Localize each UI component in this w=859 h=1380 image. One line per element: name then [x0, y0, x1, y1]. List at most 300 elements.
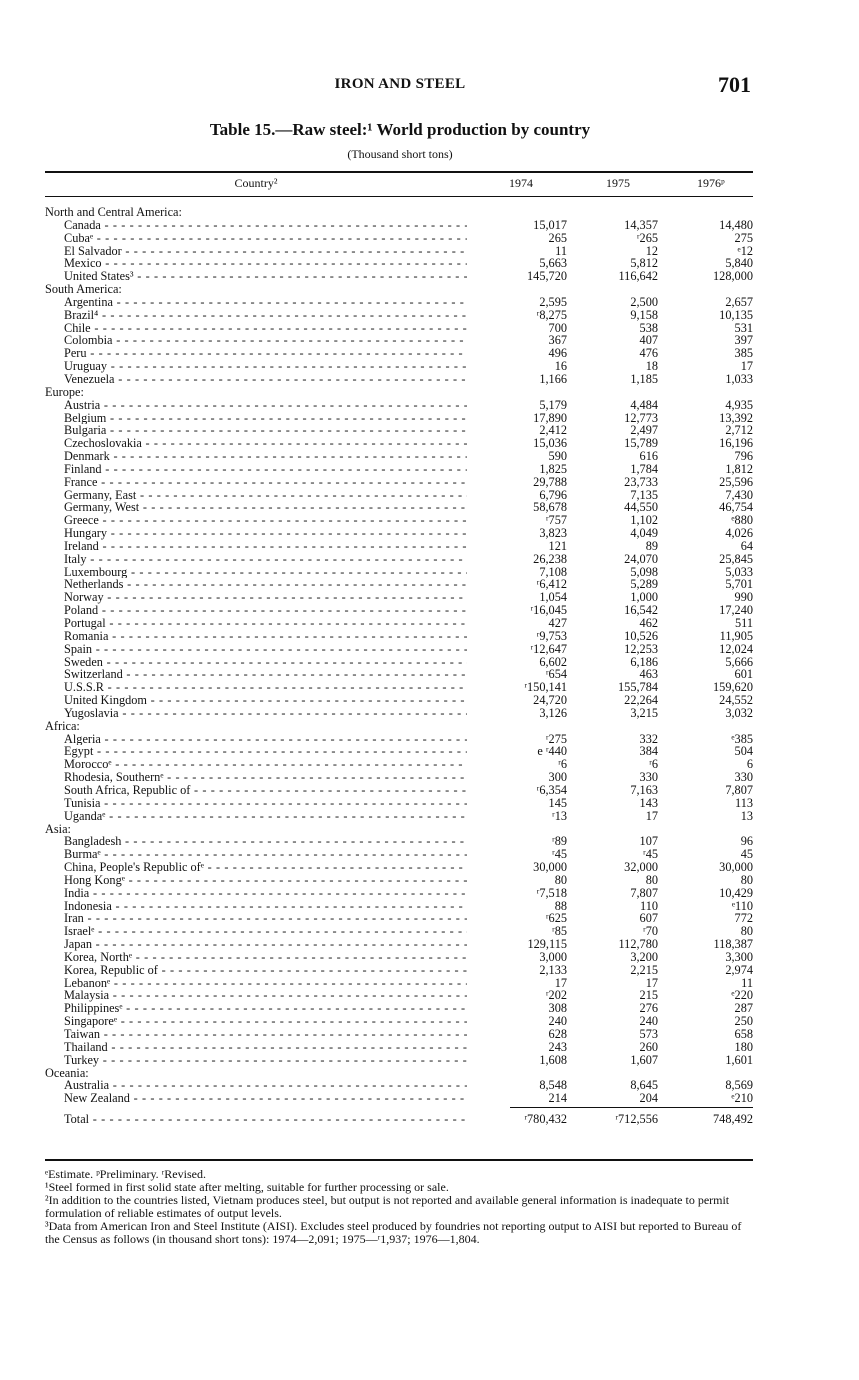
value-cell: 260 [639, 1039, 658, 1054]
country-label: United States³ - - - [64, 270, 467, 283]
country-label: Lebanonᵉ - - - [64, 977, 467, 990]
value-cell: 80 [645, 872, 658, 887]
value-cell: 204 [639, 1091, 658, 1106]
value-cell: 4,935 [725, 397, 753, 412]
value-cell: 110 [640, 898, 658, 913]
value-cell: 250 [734, 1014, 753, 1029]
value-cell: 44,550 [624, 500, 658, 515]
country-label: Rhodesia, Southernᵉ - - - [64, 771, 467, 784]
value-cell: ʳ6,412 [536, 577, 567, 592]
value-cell: 6,186 [630, 654, 658, 669]
country-label: Ireland - - - [64, 540, 467, 553]
total-value-cell: ʳ712,556 [615, 1112, 658, 1127]
value-cell: 15,789 [624, 436, 658, 451]
value-cell: 3,032 [725, 705, 753, 720]
value-cell: 3,300 [725, 949, 753, 964]
value-cell: 511 [735, 616, 753, 630]
value-cell: 7,108 [539, 564, 567, 579]
value-cell: 2,595 [539, 294, 567, 309]
value-cell: ᵉ12 [737, 243, 753, 258]
value-cell: 1,825 [539, 461, 567, 476]
value-cell: ʳ275 [545, 731, 567, 746]
value-cell: ʳ13 [552, 808, 567, 823]
value-cell: 1,102 [630, 513, 658, 528]
value-cell: 504 [734, 744, 753, 759]
value-cell: 17 [645, 975, 658, 990]
country-label: Peru - - - [64, 347, 467, 360]
value-cell: 1,000 [630, 590, 658, 605]
value-cell: 64 [740, 538, 753, 553]
country-label: Indonesia - - - [64, 900, 467, 913]
value-cell: 300 [548, 770, 567, 785]
table-row [45, 643, 753, 656]
value-cell: 5,812 [630, 256, 658, 271]
value-cell: 6 [746, 757, 753, 772]
country-label: Austria - - - [64, 399, 467, 412]
value-cell: 628 [548, 1027, 567, 1041]
table-row [45, 797, 753, 810]
value-cell: 155,784 [618, 680, 658, 695]
country-label: Korea, Republic of - - - [64, 964, 467, 977]
value-cell: 796 [734, 449, 753, 464]
value-cell: 11,905 [719, 628, 753, 643]
value-cell: ʳ265 [636, 230, 658, 245]
value-cell: 1,812 [725, 461, 753, 476]
table-row [45, 450, 753, 463]
value-cell: ʳ202 [545, 988, 567, 1003]
table-row [45, 463, 753, 476]
value-cell: 8,645 [630, 1078, 658, 1093]
value-cell: 330 [639, 770, 658, 785]
region-label: North and Central America: [45, 206, 182, 219]
region-label: Asia: [45, 822, 71, 836]
table-row [45, 784, 753, 797]
value-cell: 496 [548, 346, 567, 361]
footnote-2: ²In addition to the countries listed, Vietnam produces steel, but output is not reported and available general information is inadequate to permit formulation of reliable estimates of output levels. [45, 1193, 730, 1220]
value-cell: ʳ654 [545, 667, 567, 682]
value-cell: 58,678 [533, 500, 567, 515]
country-label: Chile - - - [64, 322, 467, 335]
country-label: France - - - [64, 476, 467, 489]
country-label: Bulgaria - - - [64, 424, 467, 437]
country-label: El Salvador - - - [64, 245, 467, 258]
value-cell: 145,720 [527, 269, 567, 284]
value-cell: 332 [639, 731, 658, 746]
footnote-legend: ᵉEstimate. ᵖPreliminary. ʳRevised. [45, 1167, 206, 1181]
value-cell: 9,158 [630, 307, 658, 322]
value-cell: 14,480 [719, 217, 753, 232]
value-cell: 330 [734, 770, 753, 785]
footnote-3: ³Data from American Iron and Steel Institute (AISI). Excludes steel produced by foundries not reporting output to AISI but reported to Bureau of the Census as follows (in thousand short tons): 1974—2,091; 1975—ʳ1,937; 1976—1,804. [45, 1219, 742, 1246]
value-cell: 10,135 [719, 307, 753, 322]
value-cell: 112,780 [618, 937, 658, 952]
value-cell: e ʳ440 [537, 744, 567, 759]
value-cell: 16,196 [719, 436, 753, 451]
value-cell: ʳ625 [545, 911, 567, 926]
country-label: New Zealand - - - [64, 1092, 467, 1105]
country-label: Luxembourg - - - [64, 566, 467, 579]
table-row [45, 373, 753, 386]
table-row [45, 810, 753, 823]
value-cell: 601 [734, 667, 753, 682]
region-label: Africa: [45, 719, 80, 733]
value-cell: 30,000 [533, 860, 567, 875]
value-cell: 2,712 [725, 423, 753, 438]
value-cell: 143 [639, 795, 658, 810]
value-cell: 46,754 [719, 500, 753, 515]
country-label: Australia - - - [64, 1079, 467, 1092]
table-row [45, 1028, 753, 1041]
value-cell: 12,253 [624, 641, 658, 656]
country-label: Mexico - - - [64, 257, 467, 270]
value-cell: 1,166 [539, 371, 567, 386]
value-cell: 18 [645, 359, 658, 374]
table-row [45, 232, 753, 245]
region-heading-row [45, 206, 753, 219]
country-label: Singaporeᵉ - - - [64, 1015, 467, 1028]
value-cell: ʳ150,141 [524, 680, 567, 695]
value-cell: 96 [740, 834, 753, 849]
total-row [45, 1113, 753, 1126]
table-header-rule [45, 196, 753, 197]
value-cell: 240 [548, 1014, 567, 1029]
region-label: South America: [45, 283, 122, 296]
value-cell: 397 [734, 333, 753, 348]
value-cell: 7,135 [630, 487, 658, 502]
value-cell: 2,133 [539, 962, 567, 977]
value-cell: 17 [740, 359, 753, 374]
value-cell: 5,701 [725, 577, 753, 592]
table-row [45, 1092, 753, 1105]
table-row [45, 874, 753, 887]
country-label: Romania - - - [64, 630, 467, 643]
table-top-rule [45, 171, 753, 173]
country-label: Portugal - - - [64, 617, 467, 630]
table-row [45, 527, 753, 540]
value-cell: 16,542 [624, 603, 658, 618]
table-row [45, 951, 753, 964]
value-cell: 25,845 [719, 551, 753, 566]
table-row [45, 219, 753, 232]
value-cell: 5,840 [725, 256, 753, 271]
value-cell: 24,070 [624, 551, 658, 566]
value-cell: 265 [548, 230, 567, 245]
value-cell: 1,601 [725, 1052, 753, 1067]
value-cell: 367 [548, 333, 567, 348]
value-cell: 23,733 [624, 474, 658, 489]
value-cell: 427 [548, 616, 567, 630]
value-cell: 1,054 [539, 590, 567, 605]
value-cell: 5,033 [725, 564, 753, 579]
value-cell: 12 [645, 243, 658, 258]
country-label: Finland - - - [64, 463, 467, 476]
value-cell: 121 [548, 538, 567, 553]
value-cell: 80 [554, 872, 567, 887]
country-label: Japan - - - [64, 938, 467, 951]
country-label: South Africa, Republic of - - - [64, 784, 467, 797]
value-cell: 276 [639, 1001, 658, 1016]
table-bottom-rule [45, 1159, 753, 1161]
value-cell: 11 [741, 975, 753, 990]
value-cell: 3,200 [630, 949, 658, 964]
table-row [45, 707, 753, 720]
table-row [45, 694, 753, 707]
total-rule [510, 1107, 753, 1108]
region-heading-row [45, 720, 753, 733]
table-row [45, 887, 753, 900]
country-label: Brazil⁴ - - - [64, 309, 467, 322]
value-cell: 6,602 [539, 654, 567, 669]
value-cell: 129,115 [527, 937, 567, 952]
country-label: Sweden - - - [64, 656, 467, 669]
value-cell: 17,240 [719, 603, 753, 618]
value-cell: 240 [639, 1014, 658, 1029]
country-label: Venezuela - - - [64, 373, 467, 386]
value-cell: 8,548 [539, 1078, 567, 1093]
value-cell: 14,357 [624, 217, 658, 232]
value-cell: 308 [548, 1001, 567, 1016]
country-label: Ugandaᵉ - - - [64, 810, 467, 823]
value-cell: 24,720 [533, 693, 567, 708]
value-cell: 8,569 [725, 1078, 753, 1093]
value-cell: 128,000 [713, 269, 753, 284]
value-cell: 10,526 [624, 628, 658, 643]
value-cell: 12,024 [719, 641, 753, 656]
value-cell: 10,429 [719, 885, 753, 900]
value-cell: 700 [548, 320, 567, 335]
value-cell: 2,215 [630, 962, 658, 977]
value-cell: 145 [548, 795, 567, 810]
value-cell: 30,000 [719, 860, 753, 875]
region-label: Europe: [45, 385, 84, 399]
value-cell: 107 [639, 834, 658, 849]
value-cell: 180 [734, 1039, 753, 1054]
value-cell: 4,049 [630, 526, 658, 541]
country-label: Malaysia - - - [64, 989, 467, 1002]
value-cell: 3,215 [630, 705, 658, 720]
value-cell: 590 [548, 449, 567, 464]
value-cell: 3,126 [539, 705, 567, 720]
value-cell: 476 [639, 346, 658, 361]
country-label: Algeria - - - [64, 733, 467, 746]
value-cell: 384 [639, 744, 658, 759]
table-subtitle: (Thousand short tons) [347, 147, 453, 161]
table-row [45, 540, 753, 553]
country-label: Colombia - - - [64, 334, 467, 347]
column-header-1976: 1976ᵖ [697, 176, 725, 190]
value-cell: 5,666 [725, 654, 753, 669]
value-cell: 24,552 [719, 693, 753, 708]
value-cell: ᵉ880 [731, 513, 753, 528]
value-cell: 1,033 [725, 371, 753, 386]
table-body [45, 206, 753, 1126]
value-cell: 407 [639, 333, 658, 348]
value-cell: 2,657 [725, 294, 753, 309]
footnote-1: ¹Steel formed in first solid state after melting, suitable for further processing or sale. [45, 1180, 449, 1194]
country-label: Uruguay - - - [64, 360, 467, 373]
value-cell: ʳ85 [552, 924, 567, 939]
value-cell: 26,238 [533, 551, 567, 566]
country-label: Italy - - - [64, 553, 467, 566]
table-row [45, 399, 753, 412]
value-cell: 17 [554, 975, 567, 990]
value-cell: 4,484 [630, 397, 658, 412]
value-cell: 29,788 [533, 474, 567, 489]
country-label: China, People's Republic ofᵉ - - - [64, 861, 467, 874]
value-cell: 80 [740, 872, 753, 887]
value-cell: ʳ70 [643, 924, 658, 939]
value-cell: ʳ12,647 [530, 641, 567, 656]
country-label: Israelᵉ - - - [64, 925, 467, 938]
value-cell: ᵉ110 [731, 898, 753, 913]
value-cell: 385 [734, 346, 753, 361]
table-row [45, 476, 753, 489]
country-label: Thailand - - - [64, 1041, 467, 1054]
table-row [45, 1054, 753, 1067]
value-cell: ʳ9,753 [536, 628, 567, 643]
value-cell: 5,289 [630, 577, 658, 592]
page-header [0, 72, 859, 102]
value-cell: 1,607 [630, 1052, 658, 1067]
table-row [45, 745, 753, 758]
value-cell: 1,185 [630, 371, 658, 386]
value-cell: ʳ89 [552, 834, 567, 849]
table-row [45, 964, 753, 977]
value-cell: ʳ45 [643, 847, 658, 862]
value-cell: ʳ6 [558, 757, 567, 772]
table-row [45, 1041, 753, 1054]
page-number: 701 [718, 72, 751, 97]
country-label: Hong Kongᵉ - - - [64, 874, 467, 887]
value-cell: 15,017 [533, 217, 567, 232]
column-header-1974: 1974 [509, 176, 533, 190]
country-label: Greece - - - [64, 514, 467, 527]
value-cell: 89 [645, 538, 658, 553]
value-cell: 80 [740, 924, 753, 939]
value-cell: 243 [548, 1039, 567, 1054]
country-label: Belgium - - - [64, 412, 467, 425]
value-cell: ʳ6,354 [536, 782, 567, 797]
value-cell: 573 [639, 1027, 658, 1041]
value-cell: 159,620 [713, 680, 753, 695]
value-cell: ʳ757 [545, 513, 567, 528]
total-label: Total - - - [64, 1113, 467, 1126]
country-label: Cubaᵉ - - - [64, 232, 467, 245]
value-cell: 5,179 [539, 397, 567, 412]
country-label: Czechoslovakia - - - [64, 437, 467, 450]
value-cell: ᵉ220 [731, 988, 753, 1003]
value-cell: 5,663 [539, 256, 567, 271]
value-cell: 4,026 [725, 526, 753, 541]
value-cell: 5,098 [630, 564, 658, 579]
table-row [45, 617, 753, 630]
value-cell: 1,608 [539, 1052, 567, 1067]
value-cell: 462 [639, 616, 658, 630]
running-title: IRON AND STEEL [334, 76, 466, 92]
country-label: Turkey - - - [64, 1054, 467, 1067]
value-cell: 990 [734, 590, 753, 605]
value-cell: 113 [735, 795, 753, 810]
value-cell: 463 [639, 667, 658, 682]
country-label: Hungary - - - [64, 527, 467, 540]
value-cell: 607 [639, 911, 658, 926]
value-cell: 616 [639, 449, 658, 464]
value-cell: 17,890 [533, 410, 567, 425]
value-cell: 22,264 [624, 693, 658, 708]
total-value-cell: ʳ780,432 [524, 1112, 567, 1127]
value-cell: 2,500 [630, 294, 658, 309]
table-row [45, 630, 753, 643]
value-cell: ᵉ385 [731, 731, 753, 746]
value-cell: ʳ7,518 [536, 885, 567, 900]
country-label: Philippinesᵉ - - - [64, 1002, 467, 1015]
value-cell: 531 [734, 320, 753, 335]
country-label: Yugoslavia - - - [64, 707, 467, 720]
value-cell: 772 [734, 911, 753, 926]
value-cell: ᵉ210 [731, 1091, 753, 1106]
value-cell: 7,163 [630, 782, 658, 797]
value-cell: 11 [555, 243, 567, 258]
value-cell: 7,807 [725, 782, 753, 797]
table-row [45, 861, 753, 874]
country-label: Switzerland - - - [64, 668, 467, 681]
country-label: Norway - - - [64, 591, 467, 604]
country-label: Netherlands - - - [64, 578, 467, 591]
country-label: Spain - - - [64, 643, 467, 656]
table-row [45, 270, 753, 283]
country-label: Canada - - - [64, 219, 467, 232]
column-header-country: Country² [234, 176, 278, 190]
country-label: Tunisia - - - [64, 797, 467, 810]
value-cell: ʳ16,045 [530, 603, 567, 618]
region-label: Oceania: [45, 1066, 89, 1080]
country-label: U.S.S.R - - - [64, 681, 467, 694]
table-row [45, 296, 753, 309]
column-header-1975: 1975 [606, 176, 630, 190]
country-label: Iran - - - [64, 912, 467, 925]
value-cell: ʳ8,275 [536, 307, 567, 322]
country-label: Taiwan - - - [64, 1028, 467, 1041]
table-row [45, 553, 753, 566]
total-value-cell: 748,492 [713, 1112, 753, 1127]
country-label: Egypt - - - [64, 745, 467, 758]
value-cell: 1,784 [630, 461, 658, 476]
value-cell: 13 [740, 808, 753, 823]
country-label: Denmark - - - [64, 450, 467, 463]
value-cell: 214 [548, 1091, 567, 1106]
country-label: India - - - [64, 887, 467, 900]
value-cell: 538 [639, 320, 658, 335]
value-cell: ʳ6 [649, 757, 658, 772]
value-cell: 16 [554, 359, 567, 374]
country-label: Burmaᵉ - - - [64, 848, 467, 861]
value-cell: 25,596 [719, 474, 753, 489]
value-cell: 118,387 [713, 937, 753, 952]
value-cell: 13,392 [719, 410, 753, 425]
country-label: Germany, East - - - [64, 489, 467, 502]
country-label: Poland - - - [64, 604, 467, 617]
value-cell: 6,796 [539, 487, 567, 502]
value-cell: 32,000 [624, 860, 658, 875]
value-cell: 3,823 [539, 526, 567, 541]
value-cell: 116,642 [618, 269, 658, 284]
value-cell: 275 [734, 230, 753, 245]
value-cell: 7,807 [630, 885, 658, 900]
table-row [45, 309, 753, 322]
value-cell: 7,430 [725, 487, 753, 502]
value-cell: 287 [734, 1001, 753, 1016]
country-label: Moroccoᵉ - - - [64, 758, 467, 771]
